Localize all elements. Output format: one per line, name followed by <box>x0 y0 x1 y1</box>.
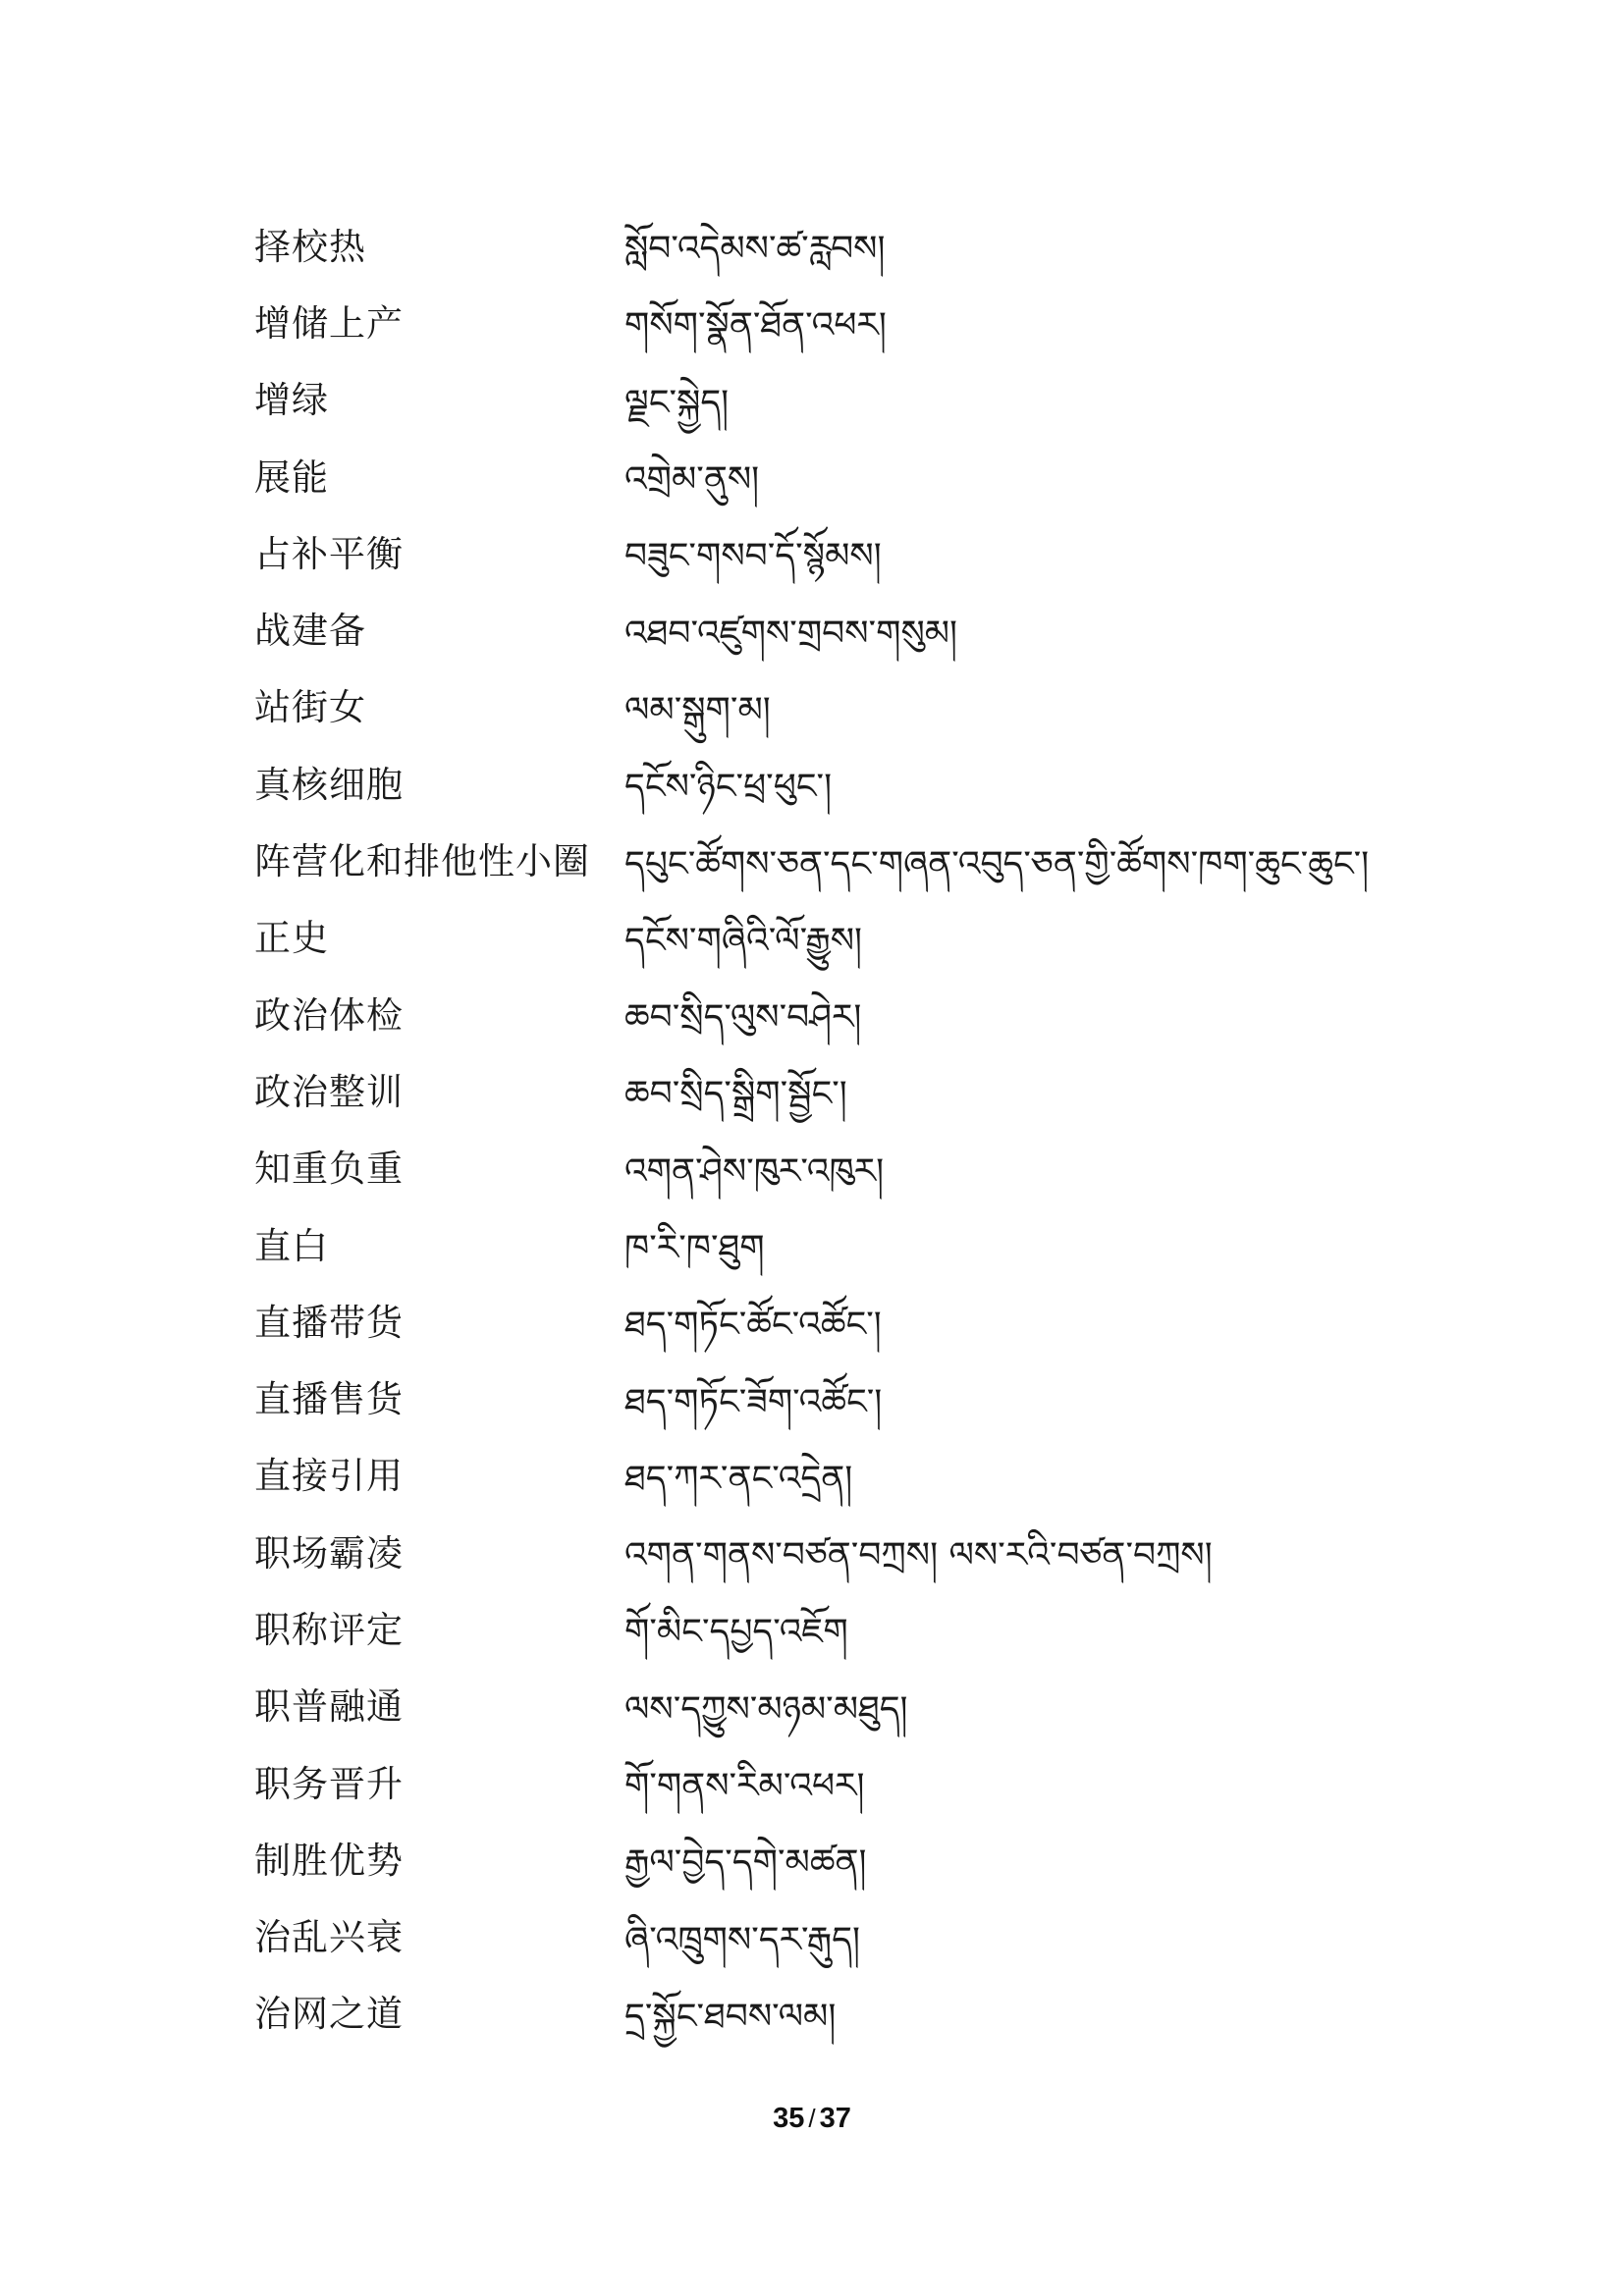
tibetan-term: ཐད་གཏོང་ཚོང་འཚོང་། <box>624 1305 882 1346</box>
glossary-entry <box>254 1207 1531 1284</box>
glossary-entry <box>254 1899 1531 1976</box>
glossary-entry <box>254 1438 1531 1515</box>
tibetan-term: ལམ་སྒུག་མ། <box>624 689 771 730</box>
chinese-term: 占补平衡 <box>254 532 404 575</box>
tibetan-term: གསོག་སྣོན་ཐོན་འཕར། <box>624 305 887 347</box>
glossary-entry <box>254 1361 1531 1437</box>
chinese-term: 职称评定 <box>254 1608 404 1651</box>
chinese-term: 职场霸凌 <box>254 1531 404 1575</box>
chinese-term: 职普融通 <box>254 1685 404 1729</box>
chinese-term: 站街女 <box>254 686 366 729</box>
tibetan-term: བཟུང་གསབ་དོ་སྙོམས། <box>624 536 882 577</box>
chinese-term: 治网之道 <box>254 1993 404 2036</box>
current-page: 35 <box>773 2103 805 2134</box>
glossary-entry <box>254 900 1531 977</box>
glossary-entry <box>254 592 1531 668</box>
glossary-entry <box>254 1669 1531 1745</box>
chinese-term: 真核细胞 <box>254 763 404 806</box>
chinese-term: 战建备 <box>254 610 366 653</box>
tibetan-term: དངོས་ཉིང་ཕྲ་ཕུང་། <box>624 767 833 808</box>
tibetan-term: ལས་དཀྱུས་མཉམ་མཐུད། <box>624 1688 908 1730</box>
chinese-term: 正史 <box>254 917 329 960</box>
chinese-term: 直播带货 <box>254 1301 404 1344</box>
tibetan-term: གོ་གནས་རིམ་འཕར། <box>624 1766 865 1807</box>
chinese-term: 制胜优势 <box>254 1839 404 1882</box>
page-separator: / <box>808 2104 816 2133</box>
chinese-term: 直接引用 <box>254 1455 404 1498</box>
chinese-term: 直播售货 <box>254 1378 404 1421</box>
tibetan-term: རྒྱལ་བྱེད་དགེ་མཚན། <box>624 1842 867 1884</box>
chinese-term: 政治整训 <box>254 1070 404 1113</box>
glossary-list <box>254 208 1531 2053</box>
tibetan-term: འགན་གནས་བཙན་བཀྲས། ལས་རའི་བཙན་བཀྲས། <box>624 1535 1213 1576</box>
chinese-term: 展能 <box>254 455 329 499</box>
tibetan-term: འགན་ཤེས་ཁུར་འཁུར། <box>624 1150 885 1192</box>
chinese-term: 直白 <box>254 1224 329 1267</box>
glossary-entry <box>254 362 1531 439</box>
glossary-entry <box>254 1822 1531 1898</box>
page-number <box>0 2103 1624 2135</box>
chinese-term: 职务晋升 <box>254 1762 404 1805</box>
tibetan-term: འགྲེམ་ནུས། <box>624 459 760 501</box>
tibetan-term: ཆབ་སྲིད་སྒྲིག་སྦྱོང་། <box>624 1074 847 1115</box>
tibetan-term: ཐད་གཏོང་ཟོག་འཚོང་། <box>624 1381 883 1422</box>
chinese-term: 知重负重 <box>254 1148 404 1191</box>
glossary-entry <box>254 1131 1531 1207</box>
chinese-term: 择校热 <box>254 225 366 268</box>
chinese-term: 阵营化和排他性小圈 <box>254 840 590 883</box>
glossary-entry <box>254 439 1531 515</box>
chinese-term: 增绿 <box>254 379 329 422</box>
glossary-entry <box>254 977 1531 1053</box>
total-pages: 37 <box>819 2103 851 2134</box>
glossary-entry <box>254 669 1531 746</box>
glossary-entry <box>254 1745 1531 1822</box>
tibetan-term: སློབ་འདེམས་ཚ་རླབས། <box>624 229 886 270</box>
tibetan-term: འཐབ་འཛུགས་གྲབས་གསུམ། <box>624 613 958 654</box>
glossary-entry <box>254 1515 1531 1591</box>
tibetan-term: དྲ་སྐྱོང་ཐབས་ལམ། <box>624 1996 837 2037</box>
tibetan-term: ཞི་འཁྲུགས་དར་རྒུད། <box>624 1919 860 1960</box>
chinese-term: 治乱兴衰 <box>254 1916 404 1959</box>
tibetan-term: ཁ་རི་ཁ་ཐུག <box>624 1228 765 1268</box>
glossary-entry <box>254 515 1531 592</box>
tibetan-term: ཐད་ཀར་ནང་འདྲེན། <box>624 1458 853 1499</box>
tibetan-term: གོ་མིང་དཔྱད་འཇོག <box>624 1612 848 1653</box>
glossary-entry <box>254 823 1531 899</box>
tibetan-term: དངོས་གཞིའི་ལོ་རྒྱུས། <box>624 920 862 961</box>
glossary-entry <box>254 208 1531 285</box>
glossary-entry <box>254 1976 1531 2053</box>
tibetan-term: ལྗང་སྐྱེད། <box>624 382 730 423</box>
glossary-entry <box>254 285 1531 361</box>
glossary-entry <box>254 1591 1531 1668</box>
chinese-term: 政治体检 <box>254 993 404 1037</box>
tibetan-term: དཔུང་ཚོགས་ཅན་དང་གཞན་འབུད་ཅན་གྱི་ཚོགས་ཁག་ཆུང་ཆུང་། <box>624 843 1370 884</box>
glossary-entry <box>254 746 1531 823</box>
tibetan-term: ཆབ་སྲིད་ལུས་བཤེར། <box>624 997 862 1039</box>
glossary-entry <box>254 1284 1531 1361</box>
glossary-entry <box>254 1053 1531 1130</box>
chinese-term: 增储上产 <box>254 301 404 345</box>
